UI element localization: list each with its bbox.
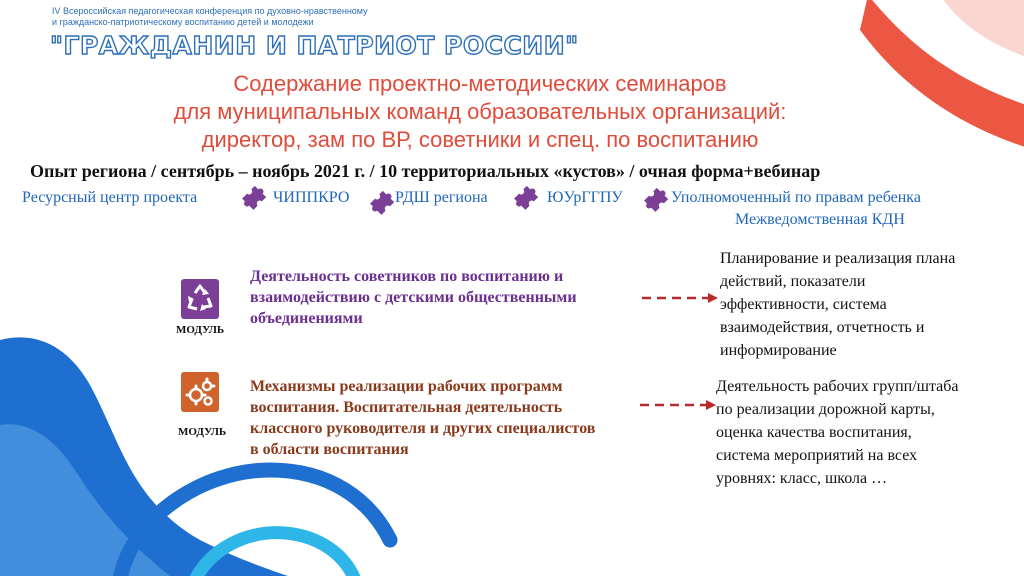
page-title xyxy=(120,70,840,154)
partner-yurggpu: ЮУрГГПУ xyxy=(547,189,623,206)
title-line-3: директор, зам по ВР, советники и спец. по воспитанию xyxy=(201,127,759,152)
title-line-2: для муниципальных команд образовательных организаций: xyxy=(173,99,787,124)
module-2-text-line: классного руководителя и других специалистов xyxy=(250,420,596,437)
module-1-desc-line: действий, показатели xyxy=(720,273,866,290)
module-1-icon-box xyxy=(181,279,219,319)
partner-rdsh: РДШ региона xyxy=(395,189,488,206)
conference-line-1: IV Всероссийская педагогическая конференция по духовно-нравственному xyxy=(52,6,368,16)
module-1-desc-line: эффективности, система xyxy=(720,296,887,313)
puzzle-icon xyxy=(638,186,670,218)
module-1-text-line: взаимодействию с детскими общественными xyxy=(250,289,577,306)
module-1-desc-line: Планирование и реализация плана xyxy=(720,250,956,267)
module-2-text xyxy=(250,376,595,460)
module-1-text xyxy=(250,266,577,329)
gears-icon xyxy=(181,372,219,412)
module-1-text-line: объединениями xyxy=(250,310,363,327)
module-2-desc-line: система мероприятий на всех xyxy=(716,447,918,464)
puzzle-icon xyxy=(508,184,540,216)
module-2-description xyxy=(716,375,959,490)
recycle-icon xyxy=(181,279,219,319)
module-2-text-line: Механизмы реализации рабочих программ xyxy=(250,378,563,395)
conference-line-2: и гражданско-патриотическому воспитанию детей и молодежи xyxy=(52,17,314,27)
partner-ombudsman: Уполномоченный по правам ребенка xyxy=(671,189,921,206)
module-2-text-line: воспитания. Воспитательная деятельность xyxy=(250,399,563,416)
module-1-description xyxy=(720,247,955,362)
title-line-1: Содержание проектно-методических семинаров xyxy=(233,71,727,96)
puzzle-icon xyxy=(236,184,268,216)
dashed-arrow-1 xyxy=(640,288,720,308)
puzzle-icon xyxy=(364,189,396,221)
module-1-label: МОДУЛЬ xyxy=(176,324,225,336)
partner-chippkro: ЧИППКРО xyxy=(273,189,350,206)
red-ribbon-shape-light xyxy=(940,0,1024,60)
module-1-desc-line: взаимодействия, отчетность и xyxy=(720,319,925,336)
module-2-desc-line: по реализации дорожной карты, xyxy=(716,401,935,418)
module-2-label: МОДУЛЬ xyxy=(178,426,227,438)
conference-title: "ГРАЖДАНИН И ПАТРИОТ РОССИИ" xyxy=(50,31,579,60)
module-2-desc-line: оценка качества воспитания, xyxy=(716,424,912,441)
module-1-text-line: Деятельность советников по воспитанию и xyxy=(250,268,564,285)
module-2-desc-line: Деятельность рабочих групп/штаба xyxy=(716,378,959,395)
module-2-icon-box xyxy=(181,372,219,412)
subtitle: Опыт региона / сентябрь – ноябрь 2021 г. / 10 территориальных «кустов» / очная форма+вебинар xyxy=(30,161,821,181)
module-1-desc-line: информирование xyxy=(720,342,837,359)
module-2-desc-line: уровнях: класс, школа … xyxy=(716,470,888,487)
partner-resource-center: Ресурсный центр проекта xyxy=(22,189,198,206)
dashed-arrow-2 xyxy=(638,395,718,415)
module-2-text-line: в области воспитания xyxy=(250,441,409,458)
partner-kdn: Межведомственная КДН xyxy=(735,211,905,228)
